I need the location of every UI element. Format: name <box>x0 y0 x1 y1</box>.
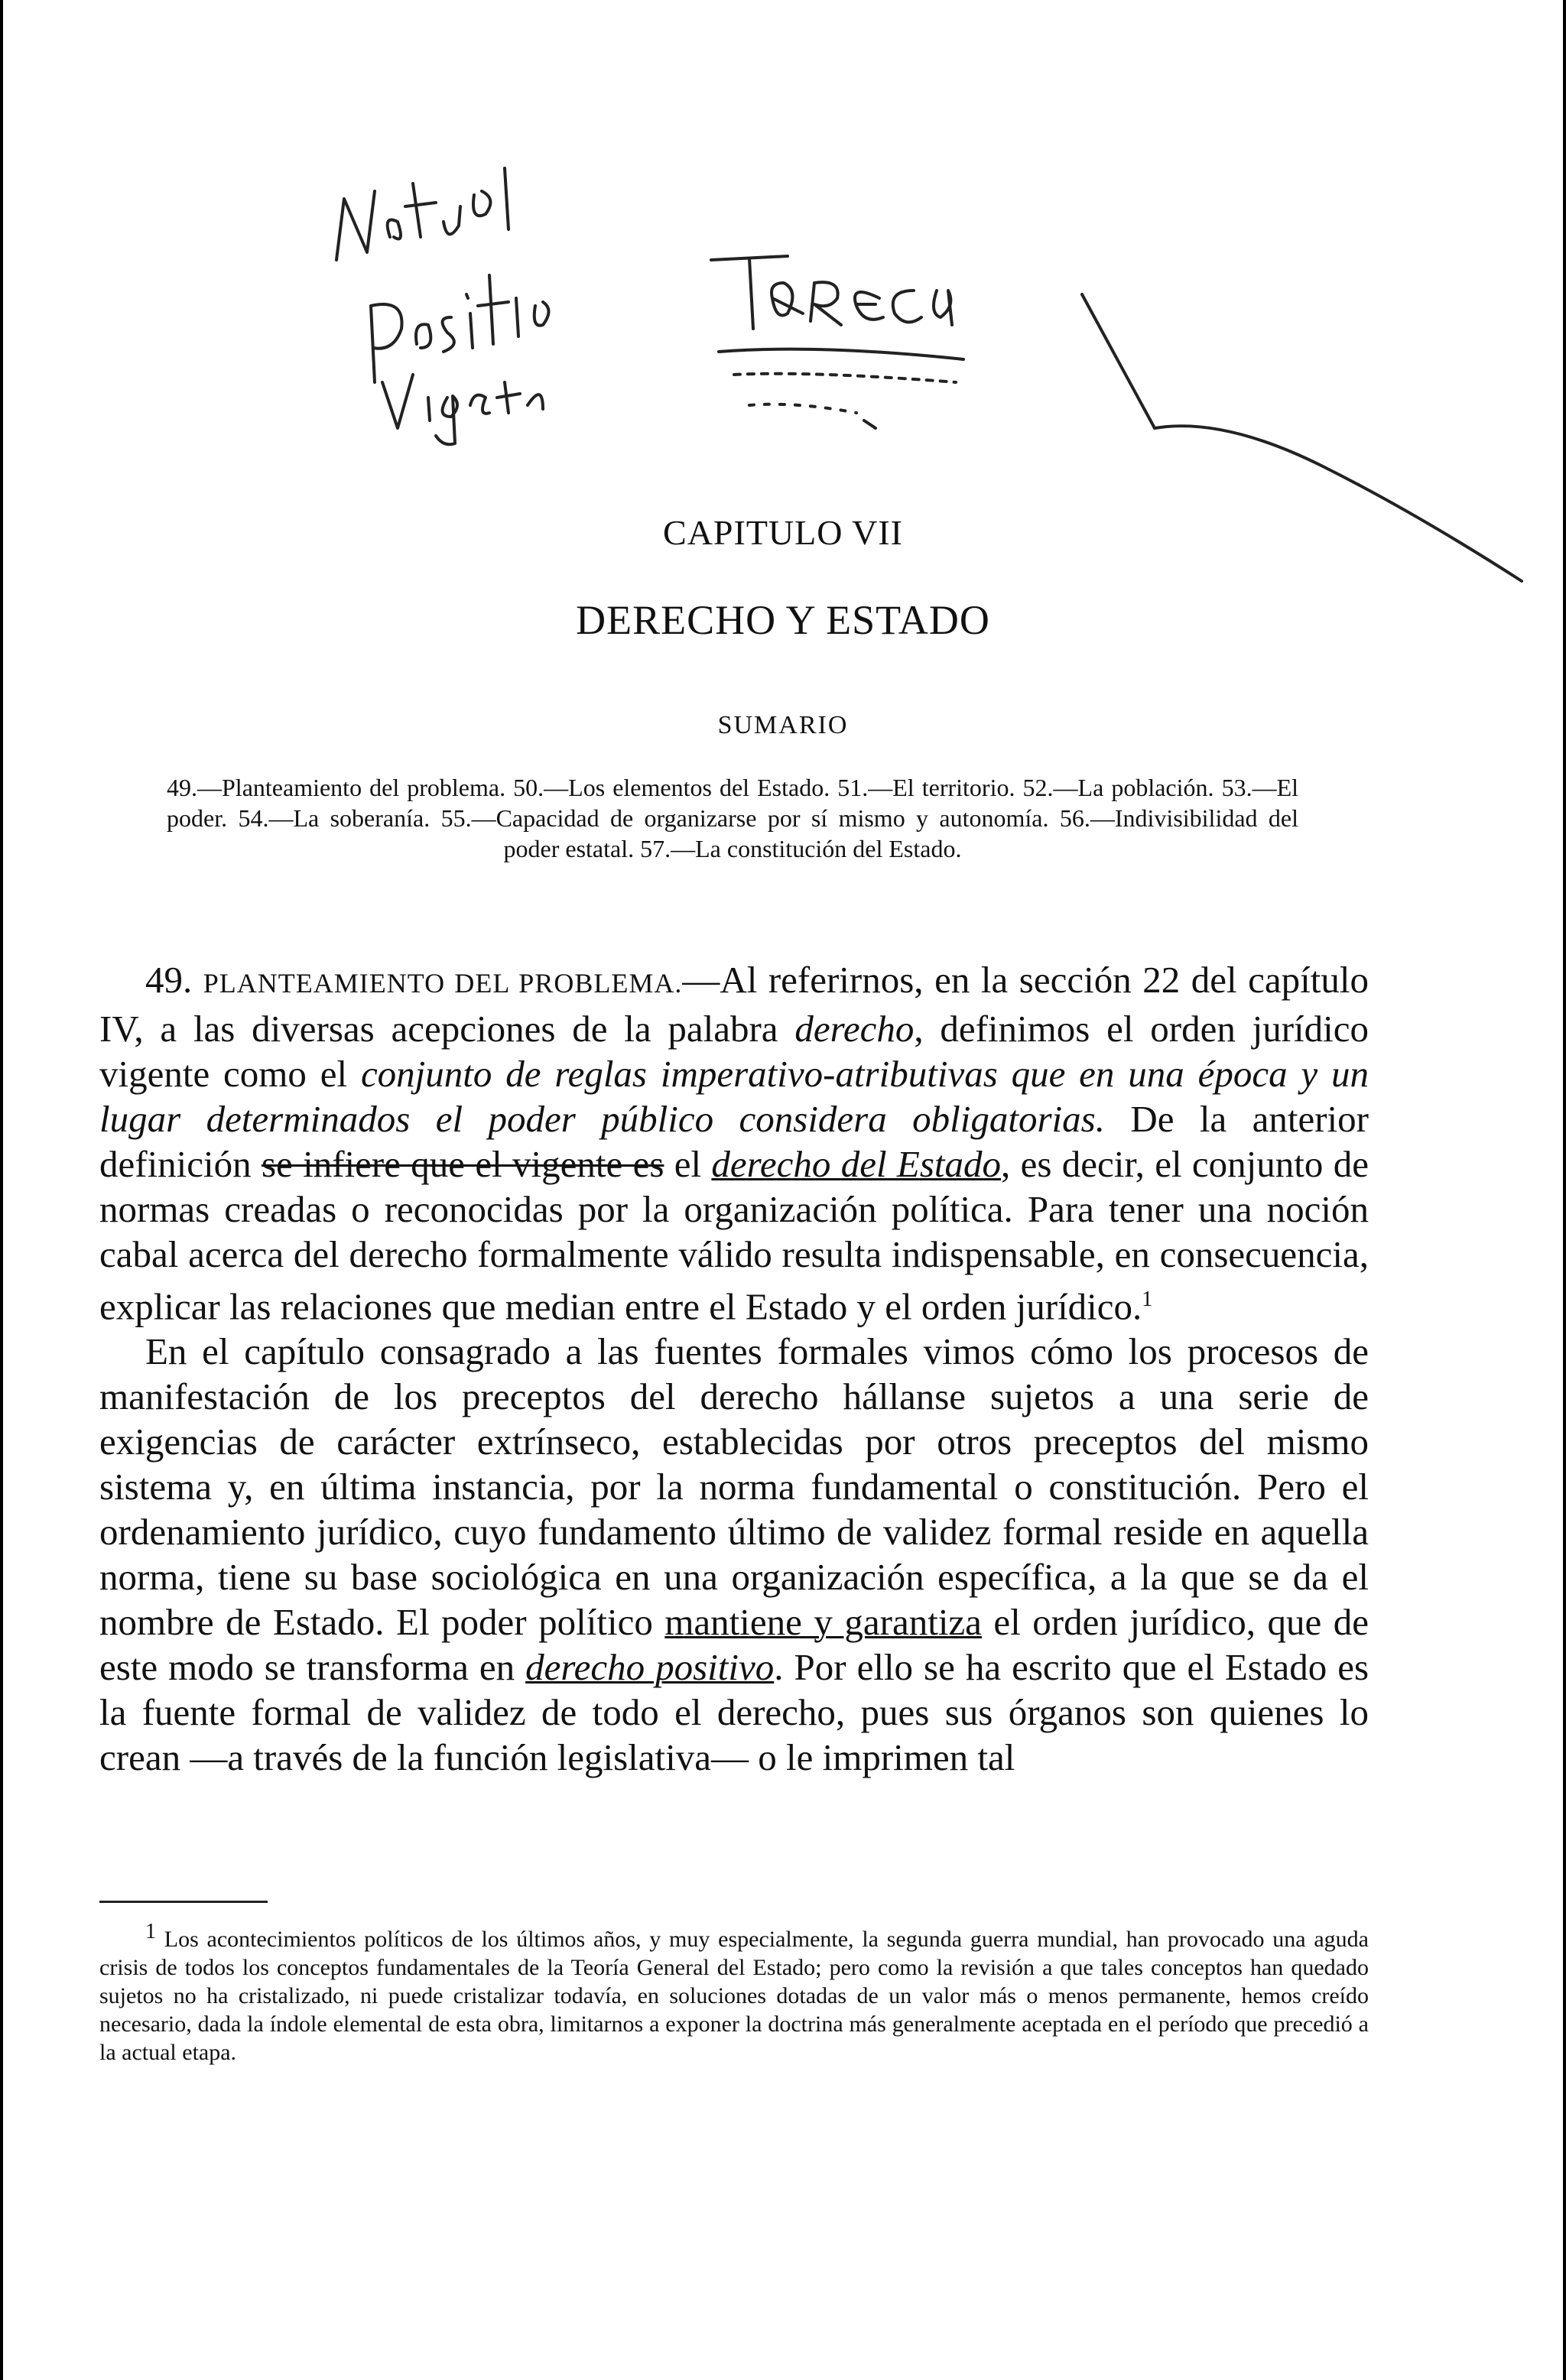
footnote <box>99 1917 1369 2067</box>
text-run-italic: conjunto de reglas imperativo-atributivas que en una época y un lugar determinados el poder público considera obligatorias. <box>99 1053 1369 1140</box>
text-run: En el capítulo consagrado a las fuentes formales vimos cómo los procesos de manifestación de los preceptos del derecho hállanse sujetos a una serie de exigencias de carácter extrínseco, establecidas por otros preceptos del mismo sistema y, en última instancia, por la norma fundamental o constitución. Pero el ordenamiento jurídico, cuyo fundamento último de validez formal reside en aquella norma, tiene su base sociológica en una organización específica, a la que se da el nombre de Estado. El poder político <box>99 1330 1369 1644</box>
scan-edge-right <box>1563 0 1566 2380</box>
summary-heading: SUMARIO <box>717 711 849 739</box>
scan-edge-left <box>0 0 3 2380</box>
text-run-italic: derecho <box>794 1008 915 1050</box>
text-run: , es decir, el conjunto de normas creadas o reconocidas por la organización política. Para tener una noción cabal acerca del derecho formalmente válido resulta indispensable, en consecuencia, explicar las relaciones que median entre el Estado y el orden jurídico. <box>99 1143 1369 1328</box>
text-run: el orden jurídico, que de este modo se transforma en <box>99 1601 1369 1689</box>
paragraph-2 <box>99 1329 1369 1780</box>
section-number: 49. <box>145 959 193 1001</box>
text-run: . Por ello se ha escrito que el Estado es la fuente formal de validez de todo el derecho, pues sus órganos son quienes lo crean —a través de la función legislativa— o le imprimen tal <box>99 1646 1369 1779</box>
handwritten-note-top <box>703 237 979 436</box>
paragraph-1 <box>99 957 1369 1329</box>
summary-text: 49.—Planteamiento del problema. 50.—Los elementos del Estado. 51.—El territorio. 52.—La población. 53.—El poder. 54.—La soberanía. 55.—Capacidad de organizarse por sí mismo y autonomía. 56.—Indivisibilidad del poder estatal. 57.—La constitución del Estado. <box>167 774 1298 862</box>
handwritten-diagonal-stroke <box>1071 283 1545 604</box>
handwritten-note-left <box>321 153 566 443</box>
chapter-label: CAPITULO VII <box>663 513 903 552</box>
text-run-italic: derecho positivo <box>525 1646 775 1689</box>
struck-text: se infiere que el vigente es <box>261 1143 664 1185</box>
text-run: De la anterior definición <box>99 1098 1369 1185</box>
underlined-text: mantiene y garantiza <box>664 1601 982 1644</box>
body-text <box>99 957 1369 1780</box>
text-run: el <box>664 1143 712 1185</box>
text-run: —Al referirnos, en la sección 22 del capítulo IV, a las diversas acepciones de la palabra <box>99 959 1369 1050</box>
footnote-rule <box>99 1901 268 1903</box>
chapter-title: DERECHO Y ESTADO <box>576 597 990 643</box>
footnote-text: Los acontecimientos políticos de los últimos años, y muy especialmente, la segunda guerra mundial, han provocado una aguda crisis de todos los conceptos fundamentales de la Teoría General del Estado; pero como la revisión a que tales conceptos han quedado sujetos no ha cristalizado, ni puede cristalizar todavía, en soluciones dotadas de un valor más o menos permanente, hemos creído necesario, dada la índole elemental de esta obra, limitarnos a exponer la doctrina más generalmente aceptada en el período que precedió a la actual etapa. <box>99 1927 1369 2065</box>
footnote-reference: 1 <box>1142 1287 1153 1311</box>
section-title: PLANTEAMIENTO DEL PROBLEMA. <box>203 968 683 998</box>
text-run-italic: derecho del Estado <box>711 1143 1002 1185</box>
footnote-marker: 1 <box>145 1920 156 1943</box>
text-run: , definimos el orden jurídico vigente como el <box>99 1008 1369 1095</box>
